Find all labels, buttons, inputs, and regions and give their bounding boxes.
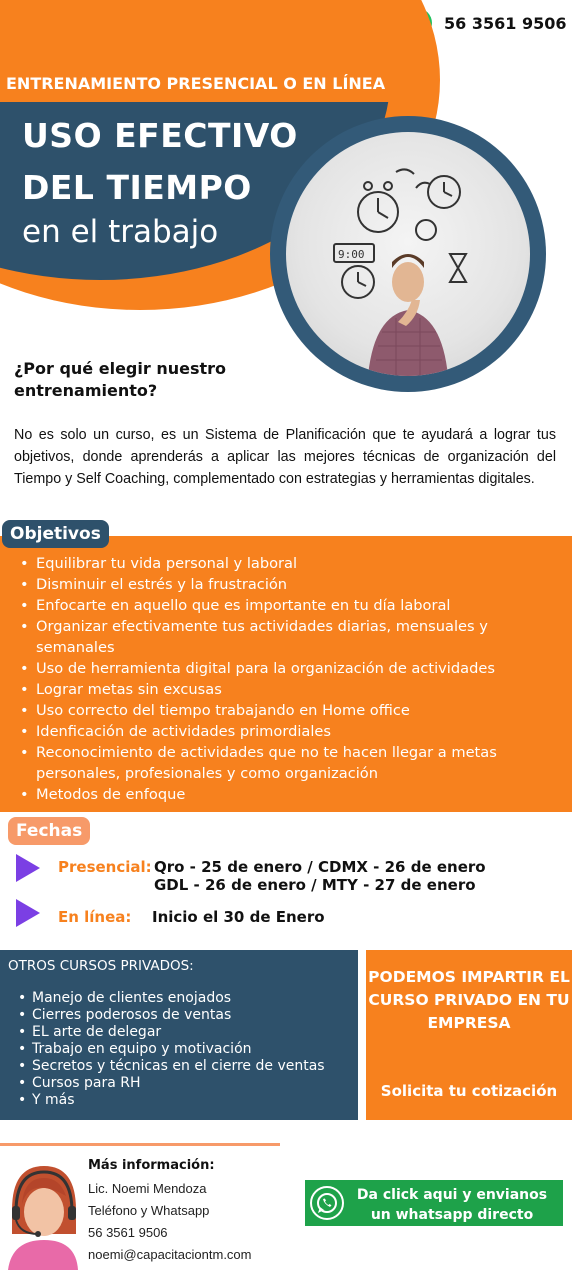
whatsapp-icon[interactable] xyxy=(310,1186,344,1220)
otros-cursos-title: OTROS CURSOS PRIVADOS: xyxy=(8,958,194,974)
list-item: • Disminuir el estrés y la frustración xyxy=(18,574,563,595)
hero-title-line-2: DEL TIEMPO xyxy=(22,168,252,207)
list-item: • Enfocarte en aquello que es importante en tu día laboral xyxy=(18,595,563,616)
presencial-dates-line-2: GDL - 26 de enero / MTY - 27 de enero xyxy=(154,876,476,894)
curso-privado-text: PODEMOS IMPARTIR EL CURSO PRIVADO EN TU EMPRESA xyxy=(368,968,570,1032)
list-item: • Manejo de clientes enojados xyxy=(18,990,358,1007)
mas-informacion-title: Más información: xyxy=(88,1158,215,1173)
objetivos-list xyxy=(18,553,563,805)
objetivos-badge: Objetivos xyxy=(2,520,109,548)
whatsapp-direct-label[interactable]: Da click aqui y envianos un whatsapp directo xyxy=(356,1187,548,1223)
solicita-cotizacion-text: Solicita tu cotización xyxy=(380,1082,558,1100)
en-linea-date: Inicio el 30 de Enero xyxy=(152,908,325,926)
fechas-badge: Fechas xyxy=(8,817,90,845)
otros-cursos-list xyxy=(18,990,358,1109)
list-item: • Uso de herramienta digital para la organización de actividades xyxy=(18,658,563,679)
list-item: • Cursos para RH xyxy=(18,1075,358,1092)
list-item: • Reconocimiento de actividades que no te hacen llegar a metas personales, profesionales y como organización xyxy=(18,742,563,784)
play-arrow-icon xyxy=(16,899,40,927)
hero-subtitle: en el trabajo xyxy=(22,214,219,250)
list-item: • Secretos y técnicas en el cierre de ventas xyxy=(18,1058,358,1075)
play-arrow-icon xyxy=(16,854,40,882)
svg-text:9:00: 9:00 xyxy=(338,248,365,261)
list-item: • EL arte de delegar xyxy=(18,1024,358,1041)
list-item: • Idenficación de actividades primordiales xyxy=(18,721,563,742)
list-item: • Trabajo en equipo y motivación xyxy=(18,1041,358,1058)
list-item: • Cierres poderosos de ventas xyxy=(18,1007,358,1024)
why-question: ¿Por qué elegir nuestro entrenamiento? xyxy=(14,359,226,400)
hero-banner-text: ENTRENAMIENTO PRESENCIAL O EN LÍNEA xyxy=(6,74,386,93)
list-item: • Y más xyxy=(18,1092,358,1109)
contact-name: Lic. Noemi Mendoza xyxy=(88,1181,207,1196)
en-linea-label: En línea: xyxy=(58,908,132,926)
hero-title-line-1: USO EFECTIVO xyxy=(22,116,298,155)
contact-email[interactable]: noemi@capacitaciontm.com xyxy=(88,1247,252,1262)
why-paragraph: No es solo un curso, es un Sistema de Planificación que te ayudará a lograr tus objetivos, donde aprenderás a aplicar las mejores técnicas de organización del Tiempo y Self Coaching, complementado con estrategias y herramientas digitales. xyxy=(14,427,556,487)
headset-avatar xyxy=(6,1146,80,1270)
list-item: • Lograr metas sin excusas xyxy=(18,679,563,700)
list-item: • Metodos de enfoque xyxy=(18,784,563,805)
list-item: • Uso correcto del tiempo trabajando en Home office xyxy=(18,700,563,721)
list-item: • Organizar efectivamente tus actividades diarias, mensuales y semanales xyxy=(18,616,563,658)
hero-photo-man-with-clocks xyxy=(286,132,530,376)
contact-phone-label: Teléfono y Whatsapp xyxy=(88,1203,210,1218)
contact-phone: 56 3561 9506 xyxy=(88,1225,168,1240)
list-item: • Equilibrar tu vida personal y laboral xyxy=(18,553,563,574)
presencial-label: Presencial: xyxy=(58,858,152,876)
presencial-dates-line-1: Qro - 25 de enero / CDMX - 26 de enero xyxy=(154,858,486,876)
header-phone: 56 3561 9506 xyxy=(444,14,567,33)
